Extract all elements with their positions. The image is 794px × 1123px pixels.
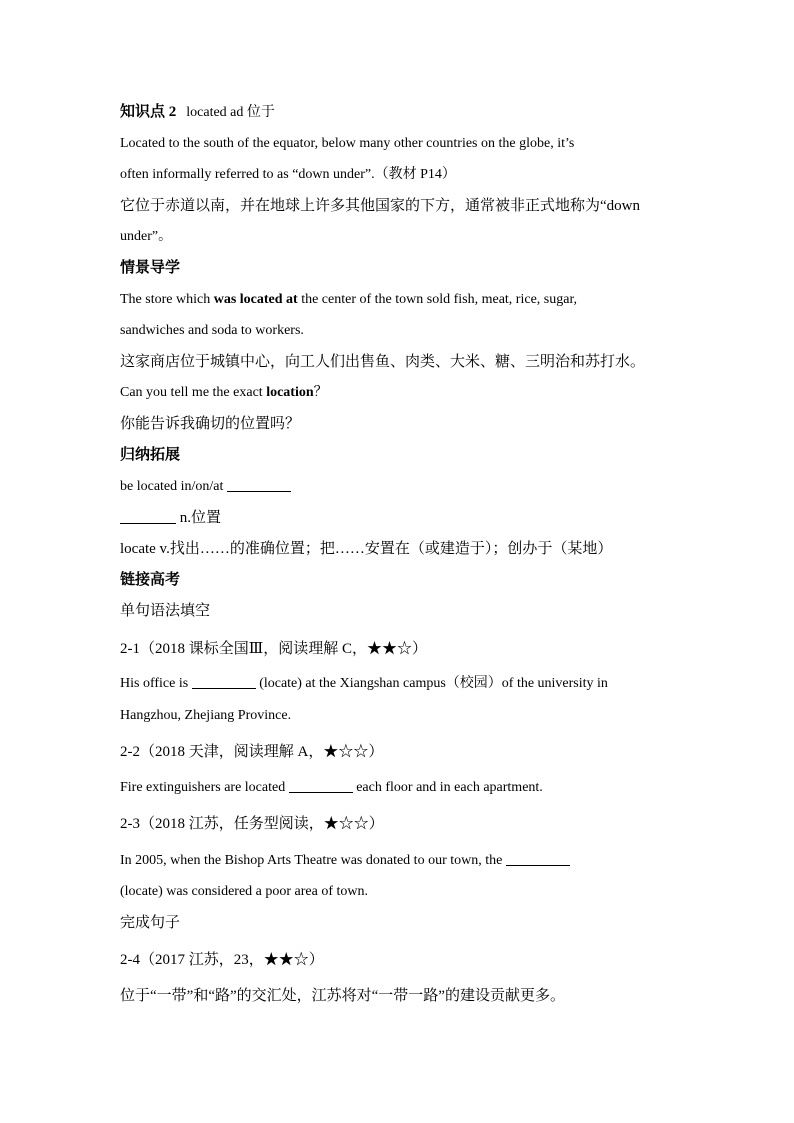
example-en-line-1: Located to the south of the equator, below many other countries on the globe, it’s: [120, 136, 575, 151]
fill-blank[interactable]: [227, 477, 291, 492]
fill-blank[interactable]: [120, 509, 176, 524]
q1-text-a: His office is: [120, 676, 192, 691]
q2-text-b: each floor and in each apartment.: [352, 780, 543, 795]
scene-sentence-2-zh: 你能告诉我确切的位置吗？: [120, 416, 301, 432]
question-2-3-heading: 2-3（2018 江苏，任务型阅读，★☆☆）: [120, 816, 384, 832]
question-2-2-line-1: [120, 778, 543, 798]
exam-subheading-complete: 完成句子: [120, 915, 181, 931]
example-zh-line-1: 它位于赤道以南，并在地球上许多其他国家的下方，通常被非正式地称为“down: [120, 198, 640, 214]
fill-blank[interactable]: [506, 851, 570, 866]
q2-text-a: Fire extinguishers are located: [120, 780, 289, 795]
question-2-4-sentence: 位于“一带”和“路”的交汇处，江苏将对“一带一路”的建设贡献更多。: [120, 988, 565, 1004]
example-zh-line-2: under”。: [120, 229, 173, 244]
point-word: located ad 位于: [186, 105, 275, 120]
question-2-2-heading: 2-2（2018 天津，阅读理解 A，★☆☆）: [120, 744, 384, 760]
s2-after: ？: [313, 385, 328, 400]
question-2-4-heading: 2-4（2017 江苏，23，★★☆）: [120, 952, 324, 968]
q3-text-a: In 2005, when the Bishop Arts Theatre was donated to our town, the: [120, 853, 506, 868]
s2-bold: location: [266, 385, 314, 400]
scene-sentence-1: [120, 290, 577, 310]
question-2-1-line-1: [120, 674, 608, 694]
knowledge-point-heading: [120, 102, 275, 123]
summary-item-1: [120, 477, 291, 497]
s1-before: The store which: [120, 292, 214, 307]
s1-after: the center of the town sold fish, meat, rice, sugar,: [297, 292, 578, 307]
fill-blank[interactable]: [192, 674, 256, 689]
s1-bold: was located at: [213, 292, 298, 307]
q1-text-b: (locate) at the Xiangshan campus（校园）of the university in: [255, 676, 608, 691]
exam-subheading-grammar: 单句语法填空: [120, 603, 211, 619]
example-en-line-2: often informally referred to as “down under”.（教材 P14）: [120, 167, 456, 182]
summary-heading: 归纳拓展: [120, 447, 181, 463]
summary-item-3: locate v.找出……的准确位置；把……安置在（或建造于）；创办于（某地）: [120, 541, 613, 557]
s2-before: Can you tell me the exact: [120, 385, 267, 400]
point-label: 知识点 2: [120, 104, 177, 120]
scene-sentence-2: [120, 383, 328, 403]
summary-item-2: [120, 508, 221, 528]
scene-heading: 情景导学: [120, 260, 181, 276]
summary-item-1-text: be located in/on/at: [120, 479, 227, 494]
question-2-1-heading: 2-1（2018 课标全国Ⅲ，阅读理解 C，★★☆）: [120, 641, 427, 657]
fill-blank[interactable]: [289, 778, 353, 793]
scene-sentence-1-zh: 这家商店位于城镇中心，向工人们出售鱼、肉类、大米、糖、三明治和苏打水。: [120, 354, 646, 370]
question-2-1-line-2: Hangzhou, Zhejiang Province.: [120, 708, 292, 723]
exam-heading: 链接高考: [120, 572, 181, 588]
question-2-3-line-2: (locate) was considered a poor area of town.: [120, 884, 369, 899]
scene-sentence-1-line-2: sandwiches and soda to workers.: [120, 323, 304, 338]
question-2-3-line-1: [120, 851, 570, 871]
summary-item-2-text: n.位置: [176, 510, 222, 526]
